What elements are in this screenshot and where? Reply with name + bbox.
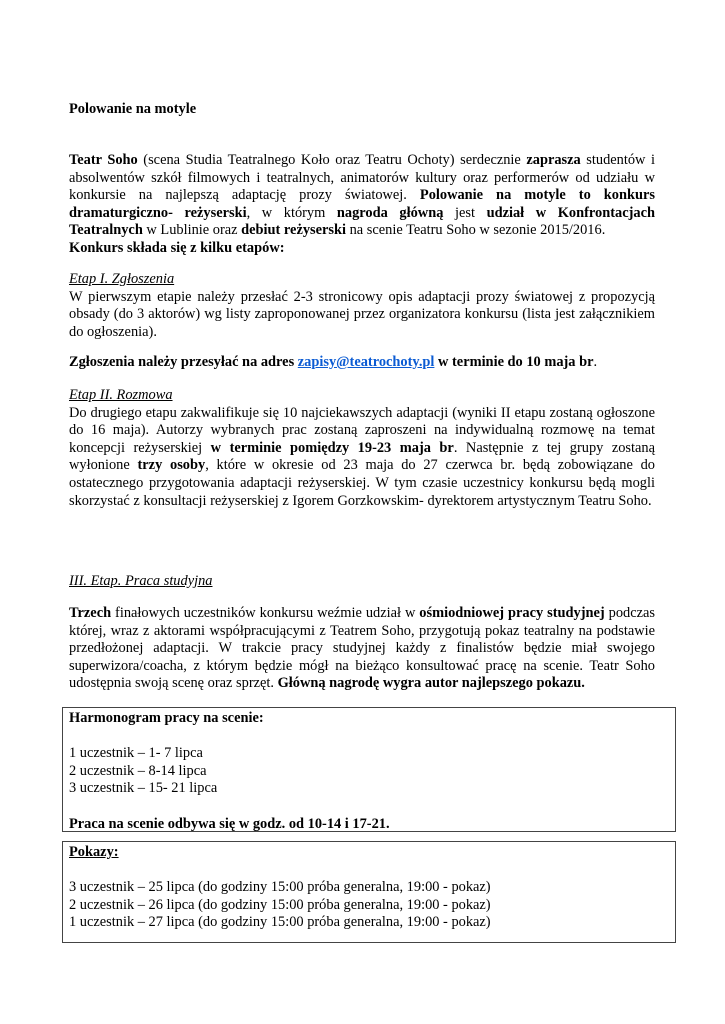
submission-deadline: w terminie do 10 maja br bbox=[434, 354, 594, 370]
schedule-item: 1 uczestnik – 1- 7 lipca bbox=[69, 745, 203, 762]
intro-bold: zaprasza bbox=[526, 152, 581, 168]
intro-text: jest bbox=[443, 204, 487, 221]
stage-2-text bbox=[69, 405, 655, 511]
schedule-item: 3 uczestnik – 15- 21 lipca bbox=[69, 780, 218, 797]
stage-2-heading: Etap II. Rozmowa bbox=[69, 387, 173, 403]
stage-3-bold: ośmiodniowej pracy studyjnej bbox=[419, 605, 605, 621]
show-item: 2 uczestnik – 26 lipca (do godziny 15:00 próba generalna, 19:00 - pokaz) bbox=[69, 896, 491, 913]
stage-3-section bbox=[69, 573, 655, 591]
submission-line bbox=[69, 354, 655, 372]
shows-box bbox=[62, 841, 676, 943]
stage-3-heading: III. Etap. Praca studyjna bbox=[69, 573, 213, 589]
shows-heading: Pokazy: bbox=[69, 844, 119, 860]
intro-text: studentów i absolwentów szkół filmowych i teatralnych, animatorów kultury oraz performerów od udziału w konkursie na najlepszą adaptację prozy światowej. bbox=[69, 152, 655, 204]
intro-text: na scenie Teatru Soho w sezonie 2015/2016. bbox=[346, 222, 606, 239]
stage-3-bold: Trzech bbox=[69, 605, 112, 621]
stage-1-heading: Etap I. Zgłoszenia bbox=[69, 271, 175, 287]
schedule-heading: Harmonogram pracy na scenie: bbox=[69, 710, 264, 726]
schedule-hours: Praca na scenie odbywa się w godz. od 10-14 i 17-21. bbox=[69, 815, 390, 832]
intro-text: (scena Studia Teatralnego Koło oraz Teatru Ochoty) serdecznie bbox=[137, 152, 527, 168]
schedule-item: 2 uczestnik – 8-14 lipca bbox=[69, 762, 207, 779]
stage-2-text-part: . Następnie z tej grupy zostaną wyłonione bbox=[69, 439, 655, 474]
stage-2-bold: w terminie pomiędzy 19-23 maja br bbox=[210, 439, 454, 456]
intro-bold: udział w Konfrontacjach Teatralnych bbox=[69, 204, 655, 239]
show-item: 1 uczestnik – 27 lipca (do godziny 15:00 próba generalna, 19:00 - pokaz) bbox=[69, 914, 491, 931]
intro-text: w Lublinie oraz bbox=[142, 222, 242, 239]
intro-text: , w którym bbox=[246, 204, 337, 221]
stage-2-text-part: Do drugiego etapu zakwalifikuje się 10 najciekawszych adaptacji (wyniki II etapu zostaną ogłoszone do 16 maja). Autorzy wybranych prac zostaną zaproszeni na indywidualną rozmowę na temat koncepcji reżyserskiej bbox=[69, 404, 655, 456]
intro-stages-lead: Konkurs składa się z kilku etapów: bbox=[69, 239, 285, 256]
stage-2-bold: trzy osoby bbox=[137, 457, 206, 474]
intro-bold: nagroda główną bbox=[336, 204, 444, 221]
stage-2-section bbox=[69, 387, 655, 510]
intro-bold: Polowanie na motyle to konkurs dramaturgiczno- reżyserski bbox=[69, 187, 655, 221]
intro-bold: debiut reżyserski bbox=[241, 222, 346, 239]
intro-paragraph bbox=[69, 152, 655, 258]
submission-text: Zgłoszenia należy przesyłać na adres bbox=[69, 354, 298, 370]
schedule-box bbox=[62, 707, 676, 832]
stage-1-section bbox=[69, 271, 655, 341]
email-link[interactable]: zapisy@teatrochoty.pl bbox=[297, 354, 435, 370]
show-item: 3 uczestnik – 25 lipca (do godziny 15:00 próba generalna, 19:00 - pokaz) bbox=[69, 879, 491, 896]
stage-1-text: W pierwszym etapie należy przesłać 2-3 stronicowy opis adaptacji prozy światowej z propozycją obsady (do 3 aktorów) wg listy zaproponowanej przez organizatora konkursu (lista jest załącznikiem do ogłoszenia). bbox=[69, 288, 655, 340]
stage-3-text-part: finałowych uczestników konkursu weźmie udział w bbox=[111, 605, 420, 621]
document-title: Polowanie na motyle bbox=[69, 101, 197, 117]
stage-3-text-part: podczas której, wraz z aktorami współpracującymi z Teatrem Soho, przygotują pokaz teatralny na podstawie przedłożonej adaptacji. W trakcie pracy studyjnej każdy z finalistów będzie miał swojego superwizora/coacha, z którym będzie mógł na bieżąco konsultować pracę na scenie. Teatr Soho udostępnia swoją scenę oraz sprzęt. bbox=[69, 605, 656, 692]
stage-2-text-part: , które w okresie od 23 maja do 27 czerwca br. będą zobowiązane do ostatecznego przygotowania adaptacji reżyserskiej. W tym czasie uczestnicy konkursu będą mogli skorzystać z konsultacji reżyserskiej z Igorem Gorzkowskim- dyrektorem artystycznym Teatru Soho. bbox=[69, 457, 655, 509]
submission-end: . bbox=[593, 354, 598, 370]
stage-3-text bbox=[69, 605, 655, 693]
stage-3-bold: Główną nagrodę wygra autor najlepszego pokazu. bbox=[277, 675, 585, 692]
intro-theatre-name: Teatr Soho bbox=[69, 152, 138, 168]
